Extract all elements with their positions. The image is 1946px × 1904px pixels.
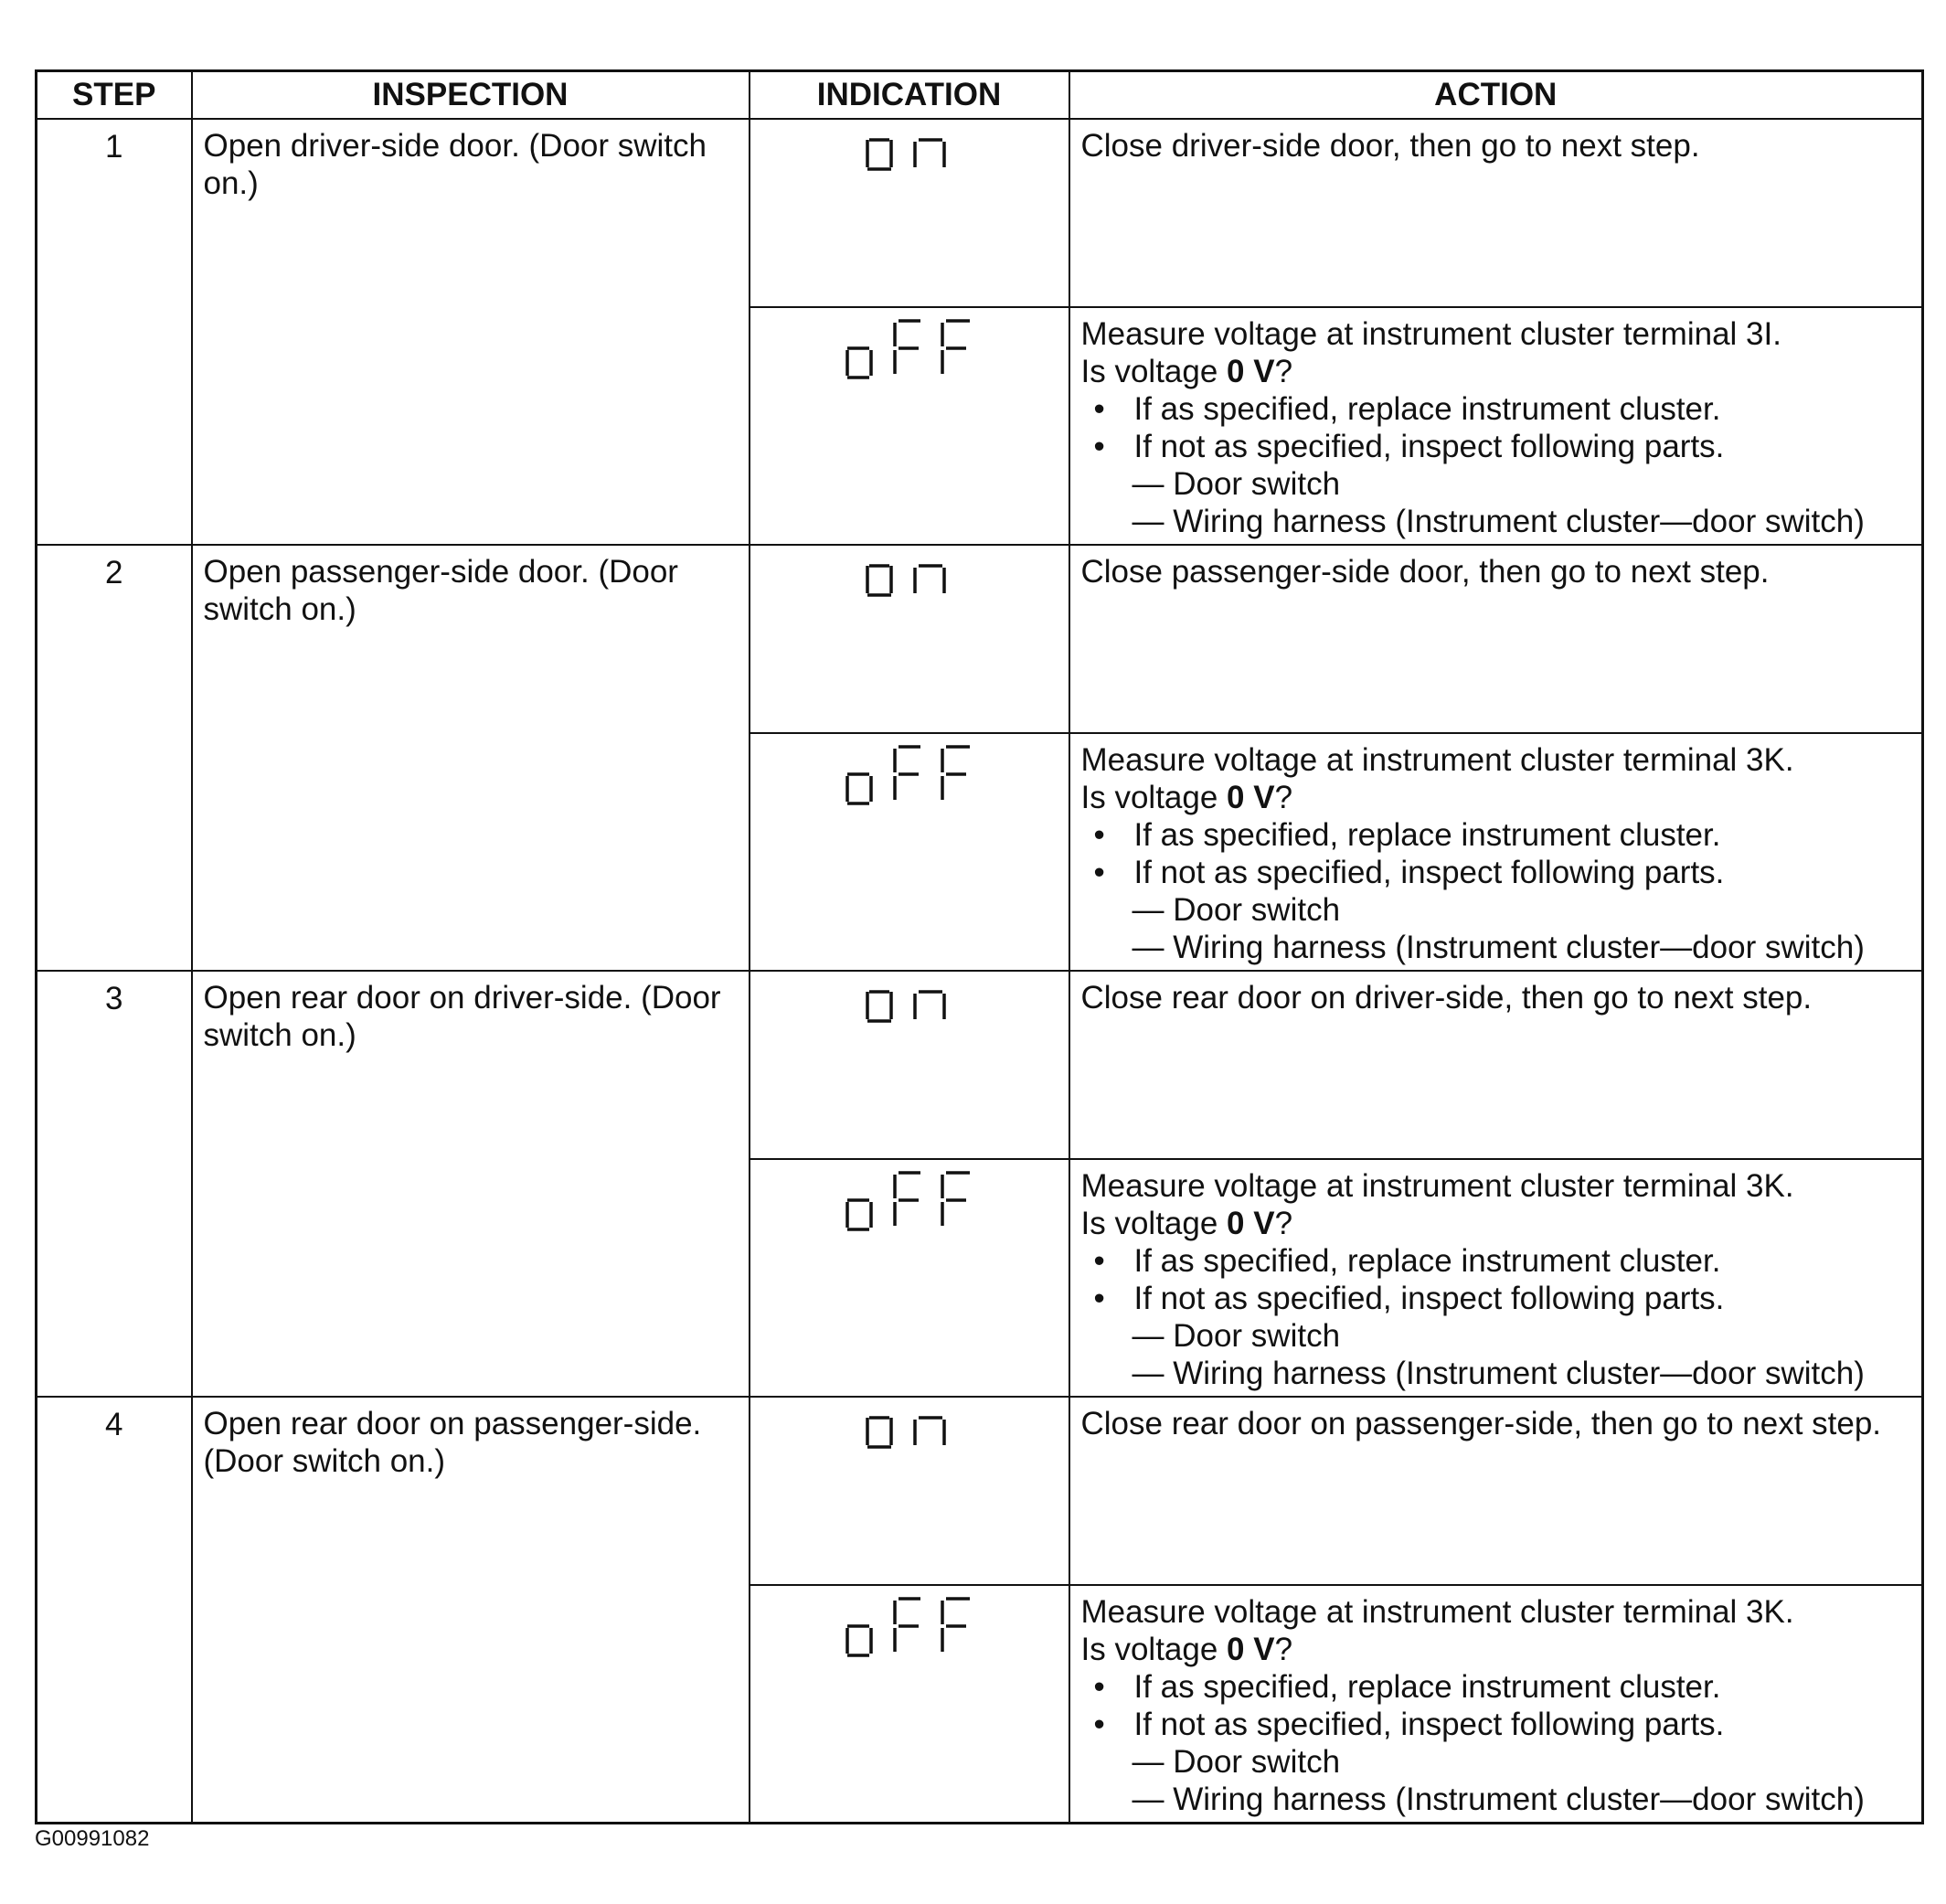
part-item: — Door switch xyxy=(1132,892,1341,928)
bullet-item: • If not as specified, inspect following parts. xyxy=(1093,855,1725,890)
voltage-question: Is voltage 0 V? xyxy=(1080,1206,1293,1241)
table-row xyxy=(37,119,1923,307)
figure-id: G00991082 xyxy=(35,1826,150,1851)
bullet-item: • If as specified, replace instrument cluster. xyxy=(1093,391,1721,427)
bullet-item: • If as specified, replace instrument cluster. xyxy=(1093,1243,1721,1279)
indication-off xyxy=(750,1585,1069,1824)
action-text: Close rear door on driver-side, then go to next step. xyxy=(1080,980,1813,1016)
voltage-question: Is voltage 0 V? xyxy=(1080,354,1293,389)
action-text: Close passenger-side door, then go to next step. xyxy=(1080,554,1770,590)
action-off xyxy=(1069,1159,1923,1397)
action-off xyxy=(1069,1585,1923,1824)
step-number: 1 xyxy=(37,119,192,545)
table-row xyxy=(37,545,1923,733)
action-off xyxy=(1069,733,1923,971)
indication-on xyxy=(750,971,1069,1159)
display-on-icon xyxy=(855,972,964,1026)
part-item: — Door switch xyxy=(1132,1744,1341,1780)
indication-off xyxy=(750,307,1069,545)
inspection-text: Open rear door on passenger-side. (Door switch on.) xyxy=(192,1397,750,1824)
voltage-question: Is voltage 0 V? xyxy=(1080,1632,1293,1667)
indication-on xyxy=(750,545,1069,733)
inspection-text: Open driver-side door. (Door switch on.) xyxy=(192,119,750,545)
indication-off xyxy=(750,733,1069,971)
inspection-text: Open rear door on driver-side. (Door switch on.) xyxy=(192,971,750,1397)
voltage-question: Is voltage 0 V? xyxy=(1080,780,1293,815)
step-number: 3 xyxy=(37,971,192,1397)
header-action: ACTION xyxy=(1069,71,1923,120)
step-number: 4 xyxy=(37,1397,192,1824)
action-on xyxy=(1069,545,1923,733)
display-off-icon xyxy=(836,734,983,807)
inspection-text: Open passenger-side door. (Door switch on.) xyxy=(192,545,750,971)
measure-text: Measure voltage at instrument cluster terminal 3K. xyxy=(1080,742,1794,778)
display-on-icon xyxy=(855,546,964,601)
header-inspection: INSPECTION xyxy=(192,71,750,120)
inspection-procedure-table xyxy=(35,69,1924,1824)
table-header-row xyxy=(37,71,1923,120)
measure-text: Measure voltage at instrument cluster terminal 3K. xyxy=(1080,1594,1794,1630)
table-row xyxy=(37,971,1923,1159)
action-off xyxy=(1069,307,1923,545)
header-indication: INDICATION xyxy=(750,71,1069,120)
indication-on xyxy=(750,119,1069,307)
display-off-icon xyxy=(836,1586,983,1659)
bullet-item: • If not as specified, inspect following parts. xyxy=(1093,429,1725,464)
display-on-icon xyxy=(855,1398,964,1452)
action-text: Close driver-side door, then go to next step. xyxy=(1080,128,1700,164)
bullet-item: • If not as specified, inspect following parts. xyxy=(1093,1281,1725,1316)
indication-on xyxy=(750,1397,1069,1585)
part-item: — Door switch xyxy=(1132,466,1341,502)
display-off-icon xyxy=(836,308,983,381)
part-item: — Wiring harness (Instrument cluster—door switch) xyxy=(1132,930,1865,965)
part-item: — Door switch xyxy=(1132,1318,1341,1354)
action-text: Close rear door on passenger-side, then go to next step. xyxy=(1080,1406,1882,1441)
action-on xyxy=(1069,1397,1923,1585)
step-number: 2 xyxy=(37,545,192,971)
measure-text: Measure voltage at instrument cluster terminal 3K. xyxy=(1080,1168,1794,1204)
bullet-item: • If not as specified, inspect following parts. xyxy=(1093,1707,1725,1742)
measure-text: Measure voltage at instrument cluster terminal 3I. xyxy=(1080,316,1781,352)
bullet-item: • If as specified, replace instrument cluster. xyxy=(1093,817,1721,853)
part-item: — Wiring harness (Instrument cluster—door switch) xyxy=(1132,504,1865,539)
header-step: STEP xyxy=(37,71,192,120)
part-item: — Wiring harness (Instrument cluster—door switch) xyxy=(1132,1782,1865,1817)
table-row xyxy=(37,1397,1923,1585)
bullet-item: • If as specified, replace instrument cluster. xyxy=(1093,1669,1721,1705)
part-item: — Wiring harness (Instrument cluster—door switch) xyxy=(1132,1356,1865,1391)
action-on xyxy=(1069,119,1923,307)
display-on-icon xyxy=(855,120,964,175)
action-on xyxy=(1069,971,1923,1159)
indication-off xyxy=(750,1159,1069,1397)
display-off-icon xyxy=(836,1160,983,1233)
